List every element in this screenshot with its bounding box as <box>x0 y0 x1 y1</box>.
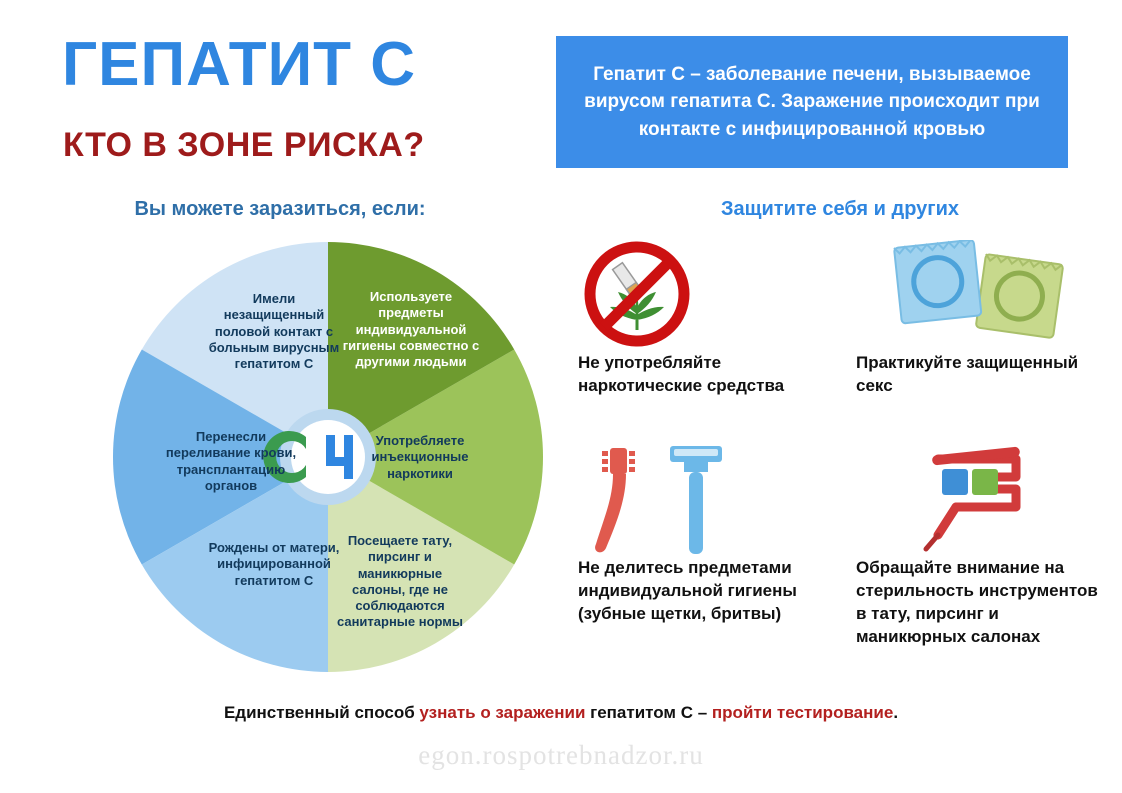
left-section-heading: Вы можете заразиться, если: <box>134 198 426 220</box>
footer-part1: Единственный способ <box>223 703 420 722</box>
page-subtitle: КТО В ЗОНЕ РИСКА? <box>63 126 425 164</box>
condom-icon <box>856 240 1106 352</box>
watermark: egon.rospotrebnadzor.ru <box>418 740 704 770</box>
intro-box-text: Гепатит С – заболевание печени, вызываемое вирусом гепатита С. Заражение происходит при контакте с инфицированной кровью <box>584 63 1040 140</box>
tip-no-drugs <box>578 240 828 398</box>
footer-note <box>0 703 1122 723</box>
pie-label-0: Имели незащищенный половой контакт с больным вирусным гепатитом С <box>208 291 340 371</box>
footer-accent1: узнать о заражении <box>419 703 586 722</box>
tip-safe-sex-text: Практикуйте защищенный секс <box>856 353 1079 395</box>
tip-no-drugs-text: Не употребляйте наркотические средства <box>578 353 785 395</box>
footer-accent2: пройти тестирование <box>711 703 894 722</box>
right-section-heading: Защитите себя и других <box>720 198 960 220</box>
footer-part3: . <box>893 703 899 722</box>
tip-safe-sex <box>856 240 1106 398</box>
tip-sterile-instruments <box>856 445 1106 649</box>
page-title: ГЕПАТИТ С <box>62 30 417 99</box>
protection-tips <box>566 240 1106 680</box>
pie-label-2: Употребляете инъекционные наркотики <box>371 433 469 481</box>
no-drugs-icon <box>578 240 828 352</box>
pie-label-3: Посещаете тату, пирсинг и маникюрные салоны, где не соблюдаются санитарные нормы <box>336 533 464 630</box>
tip-sterile-instruments-text: Обращайте внимание на стерильность инструментов в тату, пирсинг и маникюрных салонах <box>856 558 1098 646</box>
tip-personal-hygiene <box>578 445 828 626</box>
tip-personal-hygiene-text: Не делитесь предметами индивидуальной гигиены (зубные щетки, бритвы) <box>578 558 797 623</box>
risk-pie-chart <box>108 237 548 677</box>
intro-box <box>556 36 1068 168</box>
pie-label-1: Используете предметы индивидуальной гигиены совместно с другими людьми <box>342 289 480 369</box>
tattoo-machine-icon <box>856 445 1106 557</box>
pie-label-4: Рождены от матери, инфицированной гепатитом С <box>208 540 340 588</box>
pie-label-5: Перенесли переливание крови, трансплантацию органов <box>165 429 297 493</box>
footer-part2: гепатитом С – <box>585 703 712 722</box>
toothbrush-razor-icon <box>578 445 828 557</box>
